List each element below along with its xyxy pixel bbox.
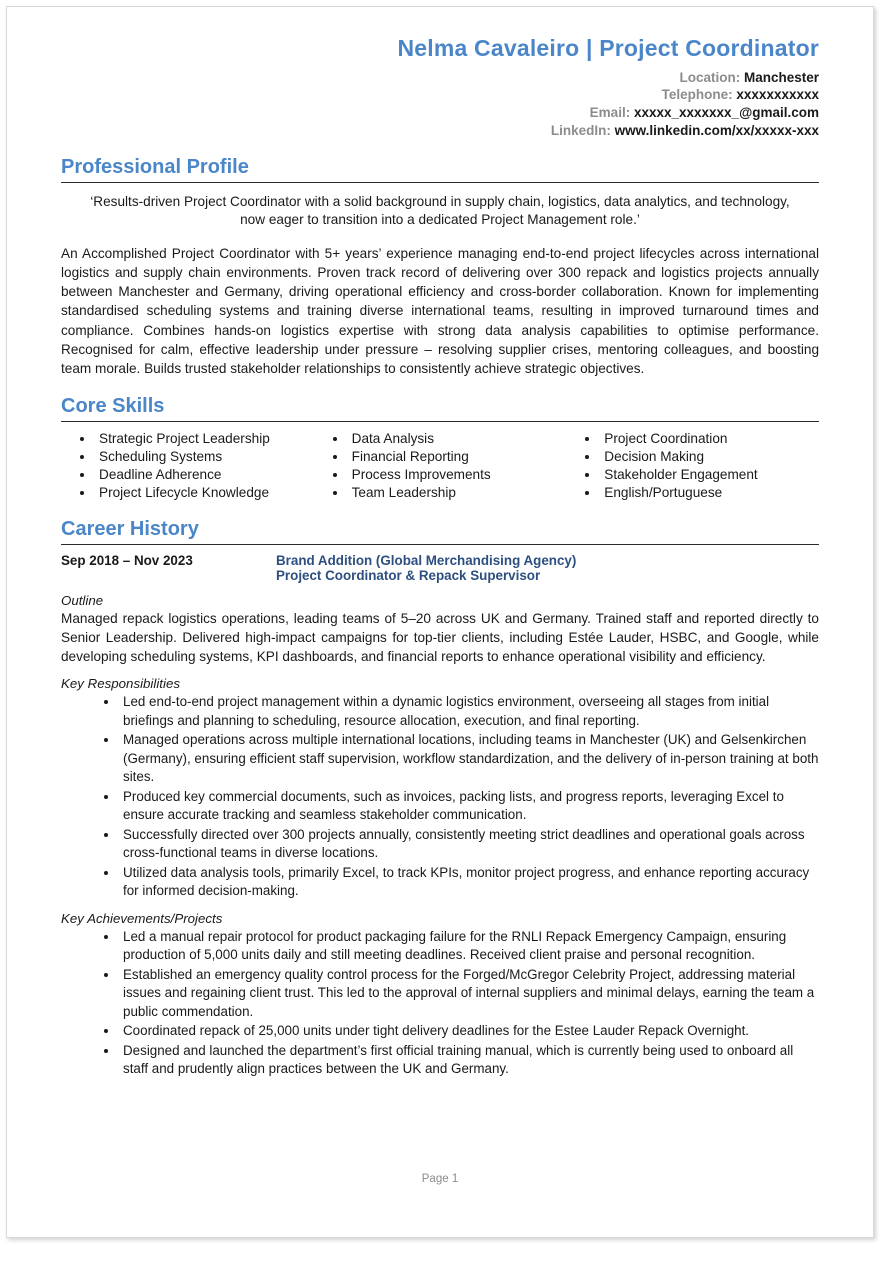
list-item: • Produced key commercial documents, such as invoices, packing lists, and progress reports, leveraging Excel to ensure accurate tracking and seamless stakeholder communication. xyxy=(119,788,819,825)
contact-label-email: Email: xyxy=(589,105,631,121)
page-footer: Page 1 xyxy=(421,1173,459,1185)
list-item: • Scheduling Systems xyxy=(95,448,314,466)
subheading-outline: Outline xyxy=(61,592,104,608)
section-heading-core-skills: Core Skills xyxy=(61,394,165,417)
list-item: • Successfully directed over 300 projects annually, consistently meeting strict deadlines and operational goals across cross-functional teams in diverse locations. xyxy=(119,826,819,863)
list-item: • Financial Reporting xyxy=(348,448,567,466)
contact-label-linkedin: LinkedIn: xyxy=(550,123,611,139)
job-company: Brand Addition (Global Merchandising Agency) xyxy=(276,552,577,568)
list-item: • Project Lifecycle Knowledge xyxy=(95,484,314,502)
contact-value-telephone: xxxxxxxxxxx xyxy=(736,87,819,103)
core-skills-grid xyxy=(61,430,819,502)
list-item: • Designed and launched the department’s first official training manual, which is currently being used to onboard all staff and prudently align practices between the UK and Germany. xyxy=(119,1042,819,1079)
profile-summary: An Accomplished Project Coordinator with 5+ years’ experience managing end-to-end project lifecycles across international logistics and supply chain environments. Proven track record of delivering over 300 repack and logistics projects annually between Manchester and Germany, driving operational efficiency and cross-border collaboration. Known for implementing standardised scheduling systems and training diverse international teams, resulting in improved turnaround times and compliance. Combines hands-on logistics expertise with strong data analysis capabilities to optimise performance. Recognised for calm, effective leadership under pressure – resolving supplier crises, mentoring colleagues, and boosting team morale. Builds trusted stakeholder relationships to consistently achieve strategic objectives. xyxy=(61,245,819,377)
resume-sheet xyxy=(6,6,874,1238)
core-skills-column-1 xyxy=(61,430,314,502)
list-item: • Led end-to-end project management within a dynamic logistics environment, overseeing all stages from initial briefings and planning to scheduling, resource allocation, execution, and final reporting. xyxy=(119,693,819,730)
contact-details xyxy=(61,69,819,140)
list-item: • Led a manual repair protocol for product packaging failure for the RNLI Repack Emergency Campaign, ensuring production of 5,000 units daily and still meeting deadlines. Received client praise and personal recognition. xyxy=(119,928,819,965)
contact-label-location: Location: xyxy=(679,69,741,85)
list-item: • Decision Making xyxy=(600,448,819,466)
list-item: • English/Portuguese xyxy=(600,484,819,502)
list-item: • Stakeholder Engagement xyxy=(600,466,819,484)
list-item: • Managed operations across multiple international locations, including teams in Manchester (UK) and Gelsenkirchen (Germany), ensuring efficient staff supervision, workflow standardization, and the delivery of in-person training at both sites. xyxy=(119,731,819,787)
profile-quote: ‘Results-driven Project Coordinator with a solid background in supply chain, logistics, data analytics, and technology, now eager to transition into a dedicated Project Management role.’ xyxy=(90,193,790,228)
contact-value-location: Manchester xyxy=(743,69,819,85)
contact-value-email: xxxxx_xxxxxxx_@gmail.com xyxy=(633,105,819,121)
job-header xyxy=(61,553,819,583)
list-item: • Coordinated repack of 25,000 units under tight delivery deadlines for the Estee Lauder Repack Overnight. xyxy=(119,1022,819,1041)
contact-line-email xyxy=(61,104,819,122)
job-outline-text: Managed repack logistics operations, leading teams of 5–20 across UK and Germany. Trained staff and reported directly to Senior Leadership. Delivered high-impact campaigns for top-tier clients, including Estée Lauder, HSBC, and Google, while developing scheduling systems, KPI dashboards, and financial reports to enhance operational visibility and efficiency. xyxy=(61,610,819,664)
contact-label-telephone: Telephone: xyxy=(661,87,733,103)
job-meta xyxy=(276,553,819,583)
subheading-key-achievements: Key Achievements/Projects xyxy=(61,910,223,926)
key-responsibilities-list xyxy=(61,693,819,901)
section-divider-profile xyxy=(61,182,819,183)
section-divider-core-skills xyxy=(61,421,819,422)
list-item: • Utilized data analysis tools, primarily Excel, to track KPIs, monitor project progress, and enhance reporting accuracy for informed decision-making. xyxy=(119,864,819,901)
contact-line-linkedin xyxy=(61,122,819,140)
contact-value-linkedin: www.linkedin.com/xx/xxxxx-xxx xyxy=(614,123,819,139)
list-item: • Data Analysis xyxy=(348,430,567,448)
key-achievements-list xyxy=(61,928,819,1079)
contact-line-telephone xyxy=(61,86,819,104)
list-item: • Deadline Adherence xyxy=(95,466,314,484)
core-skills-column-2 xyxy=(314,430,567,502)
job-role: Project Coordinator & Repack Supervisor xyxy=(276,567,541,583)
section-heading-professional-profile: Professional Profile xyxy=(61,155,249,178)
list-item: • Project Coordination xyxy=(600,430,819,448)
contact-line-location xyxy=(61,69,819,87)
page-title: Nelma Cavaleiro | Project Coordinator xyxy=(397,35,819,61)
list-item: • Strategic Project Leadership xyxy=(95,430,314,448)
list-item: • Established an emergency quality control process for the Forged/McGregor Celebrity Project, addressing material issues and regaining client trust. This led to the approval of internal suppliers and minimal delays, earning the team a public commendation. xyxy=(119,966,819,1022)
subheading-key-responsibilities: Key Responsibilities xyxy=(61,676,180,692)
section-heading-career-history: Career History xyxy=(61,517,199,540)
core-skills-column-3 xyxy=(566,430,819,502)
section-divider-career-history xyxy=(61,544,819,545)
job-dates: Sep 2018 – Nov 2023 xyxy=(61,552,193,568)
list-item: • Team Leadership xyxy=(348,484,567,502)
list-item: • Process Improvements xyxy=(348,466,567,484)
